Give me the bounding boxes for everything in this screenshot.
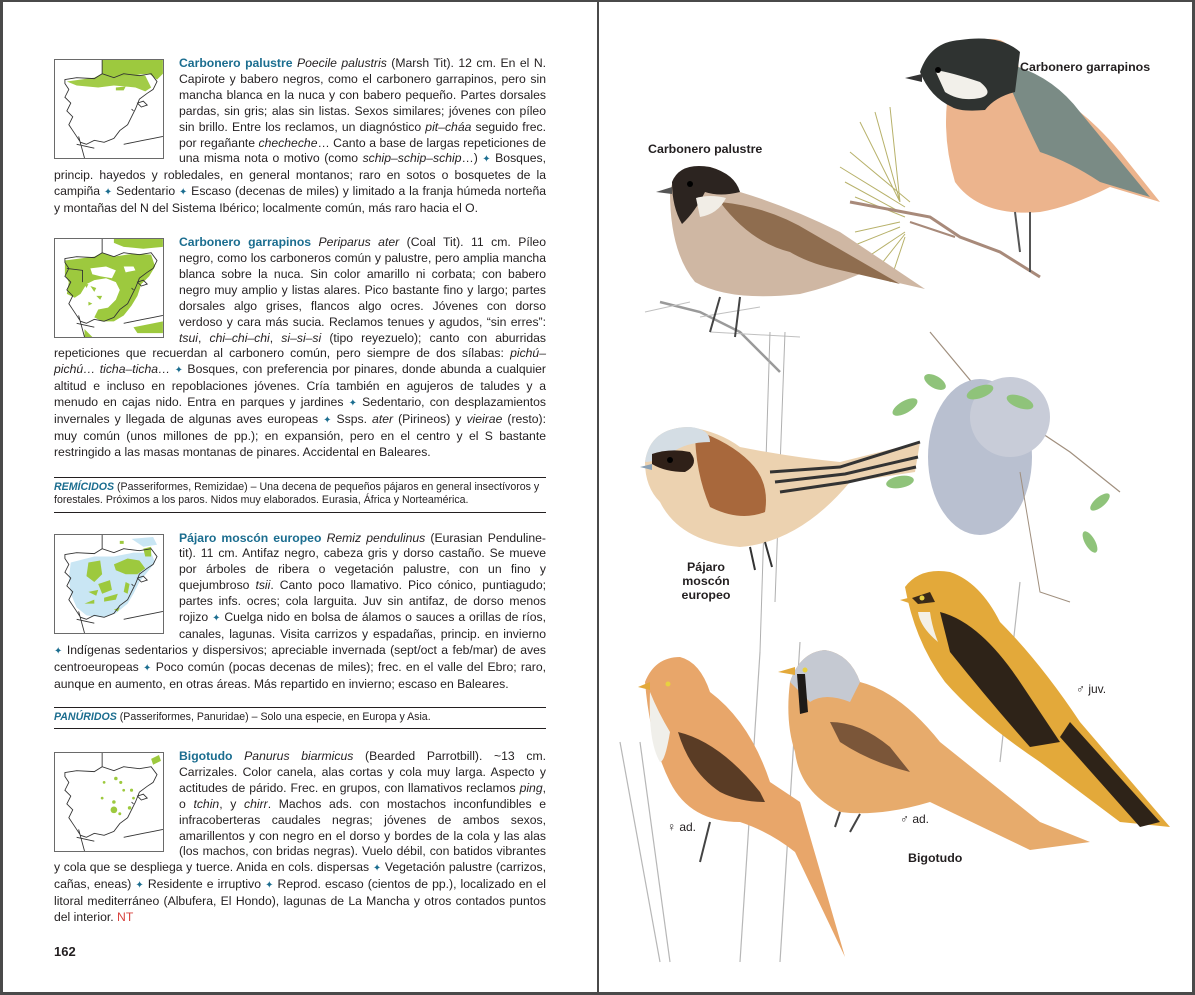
range-map-pajaro-moscon: [54, 534, 164, 634]
description-text: (Eurasian Penduline-tit). 11 cm. Antifaz negro, cabeza gris y dorso castaño. Se mueve por árboles de ribera o vegetación palustre, con un fino y quejumbroso: [179, 530, 546, 593]
family-name: PANÚRIDOS: [54, 710, 117, 723]
scientific-name: Remiz pendulinus: [326, 530, 426, 545]
range-map-bigotudo: [54, 752, 164, 852]
subspecies-name: ater: [372, 412, 394, 427]
range-map-carbonero-palustre: [54, 59, 164, 159]
description-text: … Canto a base de largas repeticiones de una misma nota o motivo (como: [179, 135, 546, 166]
left-page-text: [54, 56, 546, 926]
iberia-map-icon: [55, 535, 163, 633]
abundance-text: Escaso (decenas de miles) y limitado a la franja húmeda norteña y montañas del N del Sistema Ibérico; localmente común, más raro hacia el O.: [54, 184, 546, 216]
call-text: tchin: [193, 796, 220, 811]
status-text: Indígenas sedentarios y dispersivos; apreciable invernada (sept/oct a feb/mar) de aves centroeuropeas: [54, 642, 546, 674]
page-number: 162: [54, 944, 76, 959]
diamond-icon: ✦: [103, 187, 113, 199]
family-header-panuridos: [54, 707, 546, 729]
species-entry-carbonero-garrapinos: [54, 235, 546, 461]
diamond-icon: ✦: [482, 154, 491, 166]
nest-illustration: [885, 332, 1120, 602]
diamond-icon: ✦: [174, 365, 184, 377]
habitat-text: Bosques, con preferencia por pinares, donde abunda a cualquier altitud e incluso en repoblaciones jóvenes. Cría también en agujeros de taludes y a menudo en cajas nido. Entra en parques y jardines: [54, 362, 546, 410]
call-text: checheche: [258, 135, 318, 150]
diamond-icon: ✦: [348, 398, 357, 410]
description-text: , y: [219, 796, 244, 811]
diamond-icon: ✦: [54, 645, 63, 657]
diamond-icon: ✦: [143, 662, 152, 674]
label-line: Pájaro: [687, 560, 725, 574]
subspecies-text: (Pirineos) y: [393, 412, 467, 427]
description-text: (Coal Tit). 11 cm. Píleo negro, como los carboneros común y palustre, pero amplia mancha blanca sobre la nuca. Sin color amarillo ni corbata; con babero negro muy amplio y listas alares. Pico bastante fino y largo; partes dorsales algo grises, flancos algo ocres. Jóvenes con dorso verdoso y cara más sucia. Reclamos tenues y agudos, “sin erres”:: [179, 235, 546, 329]
iberia-map-icon: [55, 239, 163, 337]
abundance-text: Poco común (pocas decenas de miles); frec. en el valle del Ebro; raro, aunque en aumento, en otras áreas. Más repartido en invierno; escaso en Baleares.: [54, 659, 546, 691]
description-text: , o: [179, 780, 546, 811]
species-name: Bigotudo: [179, 749, 233, 764]
status-text: Residente e irruptivo: [143, 877, 266, 892]
habitat-text: Vegetación palustre (carrizos, cañas, eneas): [54, 860, 547, 892]
description-text: …): [461, 151, 483, 166]
threat-status-badge: NT: [117, 910, 134, 925]
family-description: (Passeriformes, Remizidae) – Una decena de pequeños pájaros en general insectívoros y forestales. Próximos a los paros. Nidos muy elaborados. Eurasia, África y Norteamérica.: [54, 480, 540, 507]
species-entry-bigotudo: [54, 749, 546, 926]
scientific-name: Poecile palustris: [296, 56, 387, 70]
description-text: ,: [269, 330, 282, 345]
scientific-name: Panurus biarmicus: [244, 749, 354, 764]
description-text: . Canto poco llamativo. Pico cónico, puntiagudo; partes infs. ocres; cola larguita. Juv sin antifaz, de dorso menos rojizo: [179, 578, 546, 625]
description-text: . Machos ads. con mostachos inconfundibles e infracoberteras caudales negras; jóvenes de ambos sexos, amarillentos y con negro en el dorso y bordes de la cola y las alas (los machos, con bridas negras). Vuelo débil, con batidos vibrantes y cola que se despliega y tuerce. Anida en cols. dispersas: [54, 796, 546, 875]
status-text: Sedentario: [112, 184, 179, 199]
family-description: (Passeriformes, Panuridae) – Solo una especie, en Europa y Asia.: [116, 710, 431, 723]
description-text: (Bearded Parrotbill). ~13 cm. Carrizales. Color canela, alas cortas y cola muy larga. Aspecto y actitudes de párido. Frec. en grupos, con llamativos reclamos: [179, 749, 546, 795]
habitat-text: Cuelga nido en bolsa de álamos o sauces a orillas de ríos, canales, lagunas. Visita carrizos y espadañas, princip. en invierno: [179, 610, 546, 641]
call-text: chi–chi–chi: [209, 330, 270, 345]
penduline-tit-illustration: [640, 427, 920, 570]
subspecies-name: vieirae: [466, 412, 503, 427]
diamond-icon: ✦: [372, 863, 382, 875]
call-text: pichú–pichú… ticha–ticha…: [54, 346, 546, 377]
description-text: (tipo reyezuelo); canto con aburridas repeticiones que recuerdan al carbonero común, pero siempre de dos sílabas:: [54, 330, 547, 361]
label-line: moscón: [682, 574, 730, 588]
label-carbonero-garrapinos: Carbonero garrapinos: [1020, 60, 1151, 74]
call-text: tsui: [179, 330, 198, 345]
call-text: chirr: [243, 796, 268, 811]
label-male-juvenile: ♂ juv.: [1076, 682, 1107, 696]
label-female-adult: ♀ ad.: [667, 820, 697, 834]
abundance-text: Reprod. escaso (cientos de pp.), localizado en el litoral mediterráneo (Albufera, El Hondo), lagunas de La Mancha y otros contados puntos del interior.: [54, 877, 546, 925]
iberia-map-icon: [55, 60, 163, 158]
iberia-map-icon: [55, 753, 163, 851]
label-male-adult: ♂ ad.: [900, 812, 930, 826]
habitat-text: Bosques, princip. hayedos y robledales, en general montanos; raro en sotos o bosquetes de la campiña: [54, 151, 546, 199]
description-text: ,: [197, 330, 210, 345]
diamond-icon: ✦: [178, 187, 188, 199]
label-pajaro-moscon-europeo: [676, 560, 736, 602]
illustration-plate: [600, 2, 1192, 992]
description-text: seguido frec. por regañante: [179, 119, 547, 150]
family-header-remicidos: [54, 477, 546, 513]
species-entry-pajaro-moscon: [54, 531, 546, 693]
description-text: (Marsh Tit). 12 cm. En el N. Capirote y babero negros, como el carbonero garrapinos, pero sin mancha blanca en la nuca y con babero pequeño. Partes dorsales pardas, sin gris; alas sin listas. Sexos similares; jóvenes con píleo sin brillo. Entre los reclamos, un diagnóstico: [179, 56, 547, 134]
family-name: REMÍCIDOS: [54, 480, 115, 493]
page-gutter: [597, 0, 599, 995]
call-text: ping: [519, 780, 543, 795]
abundance-text: (resto): muy común (unos millones de pp.); en expansión, pero en el centro y el S bastante restringido a las masas montanas de pinares. Accidental en Baleares.: [54, 412, 547, 459]
species-entry-carbonero-palustre: [54, 56, 546, 217]
label-bigotudo: Bigotudo: [908, 851, 963, 865]
call-text: si–si–si: [281, 330, 322, 345]
call-text: tsii: [255, 578, 271, 593]
diamond-icon: ✦: [135, 880, 144, 892]
species-name: Carbonero palustre: [179, 56, 293, 70]
diamond-icon: ✦: [323, 415, 332, 427]
subspecies-text: Ssps.: [331, 412, 373, 427]
label-carbonero-palustre: Carbonero palustre: [648, 142, 763, 156]
species-name: Carbonero garrapinos: [179, 235, 312, 250]
status-text: Sedentario, con desplazamientos invernales y llegada de algunas aves europeas: [54, 395, 546, 427]
diamond-icon: ✦: [265, 880, 274, 892]
label-line: europeo: [681, 588, 731, 602]
diamond-icon: ✦: [212, 613, 221, 625]
call-text: schip–schip–schip: [362, 151, 462, 166]
scientific-name: Periparus ater: [318, 235, 400, 250]
call-text: pit–cháa: [425, 119, 472, 134]
range-map-carbonero-garrapinos: [54, 238, 164, 338]
species-name: Pájaro moscón europeo: [179, 530, 322, 545]
